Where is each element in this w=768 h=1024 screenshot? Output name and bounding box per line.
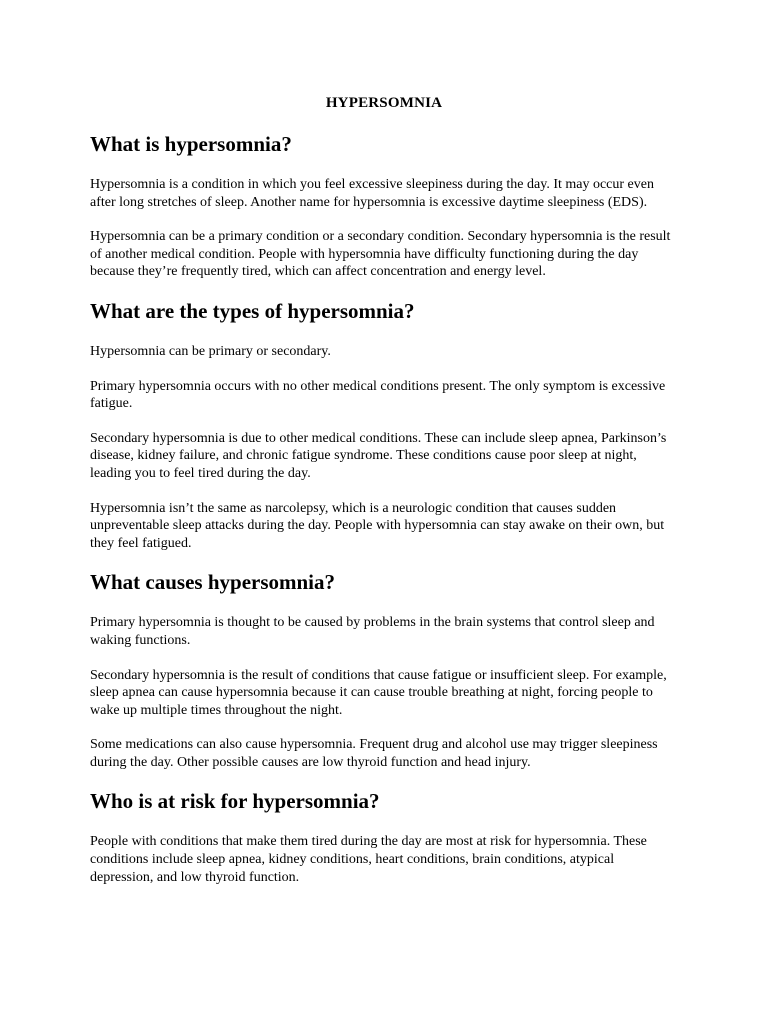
- section-heading: Who is at risk for hypersomnia?: [90, 789, 380, 814]
- paragraph: Primary hypersomnia is thought to be caused by problems in the brain systems that control sleep and waking functions.: [90, 615, 655, 648]
- section-heading: What is hypersomnia?: [90, 132, 292, 156]
- paragraph: Primary hypersomnia occurs with no other medical conditions present. The only symptom is excessive fatigue.: [90, 378, 666, 412]
- paragraph: Hypersomnia can be a primary condition or a secondary condition. Secondary hypersomnia is the result of another medical condition. People with hypersomnia have difficulty functioning during the day because they’re frequently tired, which can affect concentration and energy level.: [90, 229, 671, 280]
- paragraph: Hypersomnia isn’t the same as narcolepsy, which is a neurologic condition that causes sudden unpreventable sleep attacks during the day. People with hypersomnia can stay awake on their own, but they feel fatigued.: [90, 500, 665, 551]
- paragraph: Secondary hypersomnia is the result of conditions that cause fatigue or insufficient sleep. For example, sleep apnea can cause hypersomnia because it can cause trouble breathing at night, forcing people to wake up multiple times throughout the night.: [90, 667, 667, 718]
- section-what-is: [90, 131, 678, 281]
- paragraph: Hypersomnia can be primary or secondary.: [90, 343, 331, 359]
- section-risk: [90, 788, 678, 886]
- document-title: HYPERSOMNIA: [325, 95, 443, 111]
- paragraph: Secondary hypersomnia is due to other medical conditions. These can include sleep apnea, Parkinson’s disease, kidney failure, and chronic fatigue syndrome. These conditions cause poor sleep at night, leading you to feel tired during the day.: [90, 430, 667, 481]
- section-heading: What are the types of hypersomnia?: [90, 298, 415, 323]
- paragraph: Some medications can also cause hypersomnia. Frequent drug and alcohol use may trigger sleepiness during the day. Other possible causes are low thyroid function and head injury.: [90, 737, 658, 770]
- section-causes: [90, 569, 678, 771]
- paragraph: Hypersomnia is a condition in which you feel excessive sleepiness during the day. It may occur even after long stretches of sleep. Another name for hypersomnia is excessive daytime sleepiness (EDS).: [90, 177, 654, 210]
- section-heading: What causes hypersomnia?: [90, 570, 336, 595]
- section-types: [90, 298, 678, 552]
- paragraph: People with conditions that make them tired during the day are most at risk for hypersomnia. These conditions include sleep apnea, kidney conditions, heart conditions, brain conditions, atypical depression, and low thyroid function.: [90, 834, 647, 885]
